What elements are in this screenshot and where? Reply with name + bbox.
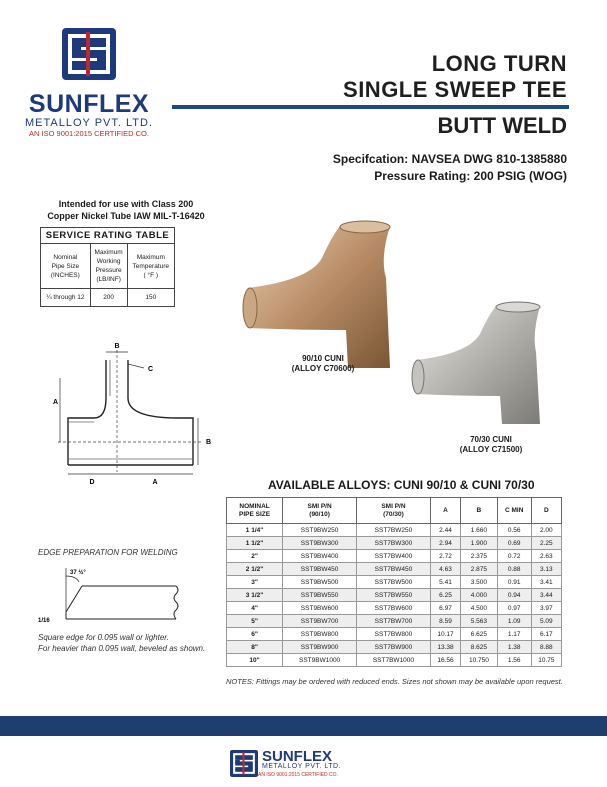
table-cell: 10.75 bbox=[531, 654, 561, 667]
table-cell: 8" bbox=[227, 641, 283, 654]
edge-prep-diagram bbox=[36, 562, 196, 634]
table-cell: SST7BW300 bbox=[357, 537, 431, 550]
caption-cuni-7030: 70/30 CUNI (ALLOY C71500) bbox=[459, 435, 523, 454]
table-cell: 3.41 bbox=[531, 576, 561, 589]
alloy-header-4: B bbox=[461, 498, 498, 524]
specification: Specifcation: NAVSEA DWG 810-1385880 bbox=[332, 152, 567, 166]
diagram-label-a-side: A bbox=[53, 399, 59, 406]
title-divider bbox=[172, 105, 569, 109]
table-row bbox=[227, 641, 562, 654]
table-row bbox=[227, 602, 562, 615]
table-cell: 6.17 bbox=[531, 628, 561, 641]
service-col-pipe-size: Nominal Pipe Size (INCHES) bbox=[41, 244, 91, 289]
table-cell: SST7BW700 bbox=[357, 615, 431, 628]
table-cell: SST7BW450 bbox=[357, 563, 431, 576]
sunflex-mark-icon bbox=[62, 28, 116, 80]
table-cell: 3" bbox=[227, 576, 283, 589]
table-cell: SST7BW800 bbox=[357, 628, 431, 641]
table-cell: 6.25 bbox=[430, 589, 460, 602]
table-cell: 3 1/2" bbox=[227, 589, 283, 602]
land-label: 1/16 bbox=[38, 618, 50, 624]
table-row bbox=[227, 524, 562, 537]
table-cell: SST9BW700 bbox=[283, 615, 357, 628]
bevel-angle-label: 37 ½° bbox=[70, 570, 86, 576]
sunflex-mark-icon bbox=[230, 750, 258, 777]
diagram-label-a-bottom: A bbox=[152, 479, 158, 486]
table-cell: 2.63 bbox=[531, 550, 561, 563]
footer-company-name: SUNFLEX bbox=[262, 748, 333, 765]
cuni-7030-tee-photo bbox=[408, 300, 548, 432]
table-row bbox=[227, 615, 562, 628]
table-cell: 6" bbox=[227, 628, 283, 641]
diagram-label-b-side: B bbox=[206, 439, 212, 446]
tee-dimension-diagram bbox=[48, 340, 228, 490]
table-cell: 5.09 bbox=[531, 615, 561, 628]
company-name: SUNFLEX bbox=[28, 90, 150, 118]
table-cell: 0.69 bbox=[497, 537, 531, 550]
table-cell: 1.660 bbox=[461, 524, 498, 537]
service-table-title: SERVICE RATING TABLE bbox=[41, 228, 175, 244]
table-cell: SST7BW250 bbox=[357, 524, 431, 537]
footer-company-certification: AN ISO 9001:2015 CERTIFIED CO. bbox=[258, 772, 338, 778]
table-cell: 8.88 bbox=[531, 641, 561, 654]
table-cell: 3.13 bbox=[531, 563, 561, 576]
table-cell: 2.44 bbox=[430, 524, 460, 537]
table-cell: 2.00 bbox=[531, 524, 561, 537]
table-cell: 2.72 bbox=[430, 550, 460, 563]
service-col-temperature: Maximum Temperature ( °F ) bbox=[127, 244, 174, 289]
table-cell: 10.17 bbox=[430, 628, 460, 641]
table-cell: 1.17 bbox=[497, 628, 531, 641]
table-cell: SST7BW550 bbox=[357, 589, 431, 602]
table-cell: 0.72 bbox=[497, 550, 531, 563]
table-cell: SST9BW450 bbox=[283, 563, 357, 576]
table-cell: 2.94 bbox=[430, 537, 460, 550]
table-cell: 10.750 bbox=[461, 654, 498, 667]
service-rating-table bbox=[40, 227, 175, 307]
service-value-temperature: 150 bbox=[127, 289, 174, 307]
table-row bbox=[227, 589, 562, 602]
table-cell: 6.625 bbox=[461, 628, 498, 641]
table-cell: 0.56 bbox=[497, 524, 531, 537]
table-cell: 0.97 bbox=[497, 602, 531, 615]
table-cell: 4.63 bbox=[430, 563, 460, 576]
footer-band bbox=[0, 716, 607, 736]
service-col-pressure: Maximum Working Pressure (LB/INF) bbox=[90, 244, 127, 289]
edge-prep-note: Square edge for 0.095 wall or lighter. For heavier than 0.095 wall, beveled as shown. bbox=[38, 633, 206, 653]
table-cell: 0.88 bbox=[497, 563, 531, 576]
table-cell: 1 1/2" bbox=[227, 537, 283, 550]
table-row bbox=[227, 628, 562, 641]
table-cell: SST9BW300 bbox=[283, 537, 357, 550]
diagram-label-d: D bbox=[89, 479, 95, 486]
company-certification: AN ISO 9001:2015 CERTIFIED CO. bbox=[29, 129, 149, 138]
table-cell: 16.56 bbox=[430, 654, 460, 667]
alloy-header-3: A bbox=[430, 498, 460, 524]
table-cell: SST9BW900 bbox=[283, 641, 357, 654]
pressure-rating: Pressure Rating: 200 PSIG (WOG) bbox=[374, 169, 567, 183]
table-cell: 4" bbox=[227, 602, 283, 615]
table-cell: SST9BW250 bbox=[283, 524, 357, 537]
edge-prep-title: EDGE PREPARATION FOR WELDING bbox=[38, 548, 178, 557]
table-cell: 5.563 bbox=[461, 615, 498, 628]
alloy-header-2: SMI P/N (70/30) bbox=[357, 498, 431, 524]
table-cell: 2" bbox=[227, 550, 283, 563]
table-cell: 2.25 bbox=[531, 537, 561, 550]
cuni-9010-tee-photo bbox=[240, 218, 400, 370]
alloy-header-5: C MIN bbox=[497, 498, 531, 524]
table-cell: SST7BW500 bbox=[357, 576, 431, 589]
footer-company-subtitle: METALLOY PVT. LTD. bbox=[262, 763, 342, 770]
table-cell: 1.900 bbox=[461, 537, 498, 550]
table-cell: 3.500 bbox=[461, 576, 498, 589]
table-cell: SST7BW600 bbox=[357, 602, 431, 615]
table-cell: SST7BW400 bbox=[357, 550, 431, 563]
table-cell: 3.97 bbox=[531, 602, 561, 615]
table-cell: 4.500 bbox=[461, 602, 498, 615]
caption-cuni-9010: 90/10 CUNI (ALLOY C70600) bbox=[291, 354, 355, 373]
table-cell: 2.375 bbox=[461, 550, 498, 563]
table-cell: 1.38 bbox=[497, 641, 531, 654]
table-row bbox=[227, 537, 562, 550]
table-cell: 5.41 bbox=[430, 576, 460, 589]
table-cell: SST9BW500 bbox=[283, 576, 357, 589]
ordering-notes: NOTES: Fittings may be ordered with reduced ends. Sizes not shown may be available upon request. bbox=[226, 677, 563, 686]
title-line-1: LONG TURN bbox=[431, 51, 567, 76]
table-cell: 3.44 bbox=[531, 589, 561, 602]
alloy-dimensions-table bbox=[226, 497, 562, 667]
table-cell: 4.000 bbox=[461, 589, 498, 602]
table-row bbox=[227, 563, 562, 576]
table-cell: SST9BW550 bbox=[283, 589, 357, 602]
table-row bbox=[227, 576, 562, 589]
table-row bbox=[227, 654, 562, 667]
table-cell: 13.38 bbox=[430, 641, 460, 654]
available-alloys-title: AVAILABLE ALLOYS: CUNI 90/10 & CUNI 70/30 bbox=[268, 478, 535, 492]
table-cell: 0.91 bbox=[497, 576, 531, 589]
diagram-label-b-top: B bbox=[114, 343, 120, 350]
table-cell: 5" bbox=[227, 615, 283, 628]
title-line-3: BUTT WELD bbox=[437, 113, 567, 138]
table-cell: 1 1/4" bbox=[227, 524, 283, 537]
table-cell: 1.09 bbox=[497, 615, 531, 628]
table-cell: 2.875 bbox=[461, 563, 498, 576]
table-cell: 10" bbox=[227, 654, 283, 667]
table-row bbox=[227, 550, 562, 563]
table-cell: 0.94 bbox=[497, 589, 531, 602]
table-cell: SST9BW600 bbox=[283, 602, 357, 615]
service-value-pressure: 200 bbox=[90, 289, 127, 307]
alloy-header-0: NOMINAL PIPE SIZE bbox=[227, 498, 283, 524]
table-cell: 8.59 bbox=[430, 615, 460, 628]
company-logo bbox=[18, 28, 160, 138]
table-cell: SST9BW1000 bbox=[283, 654, 357, 667]
intended-use: Intended for use with Class 200 Copper Nickel Tube IAW MIL-T-16420 bbox=[47, 199, 205, 221]
table-cell: SST7BW1000 bbox=[357, 654, 431, 667]
table-cell: 8.625 bbox=[461, 641, 498, 654]
table-cell: SST7BW900 bbox=[357, 641, 431, 654]
table-cell: 2 1/2" bbox=[227, 563, 283, 576]
company-subtitle: METALLOY PVT. LTD. bbox=[24, 117, 154, 129]
diagram-label-c: C bbox=[148, 366, 154, 373]
table-cell: SST9BW400 bbox=[283, 550, 357, 563]
title-line-2: SINGLE SWEEP TEE bbox=[343, 77, 567, 102]
alloy-header-1: SMI P/N (90/10) bbox=[283, 498, 357, 524]
table-cell: 1.56 bbox=[497, 654, 531, 667]
table-cell: 6.97 bbox=[430, 602, 460, 615]
service-value-size: ¼ through 12 bbox=[41, 289, 91, 307]
table-cell: SST9BW800 bbox=[283, 628, 357, 641]
alloy-header-6: D bbox=[531, 498, 561, 524]
footer-logo bbox=[230, 748, 362, 780]
